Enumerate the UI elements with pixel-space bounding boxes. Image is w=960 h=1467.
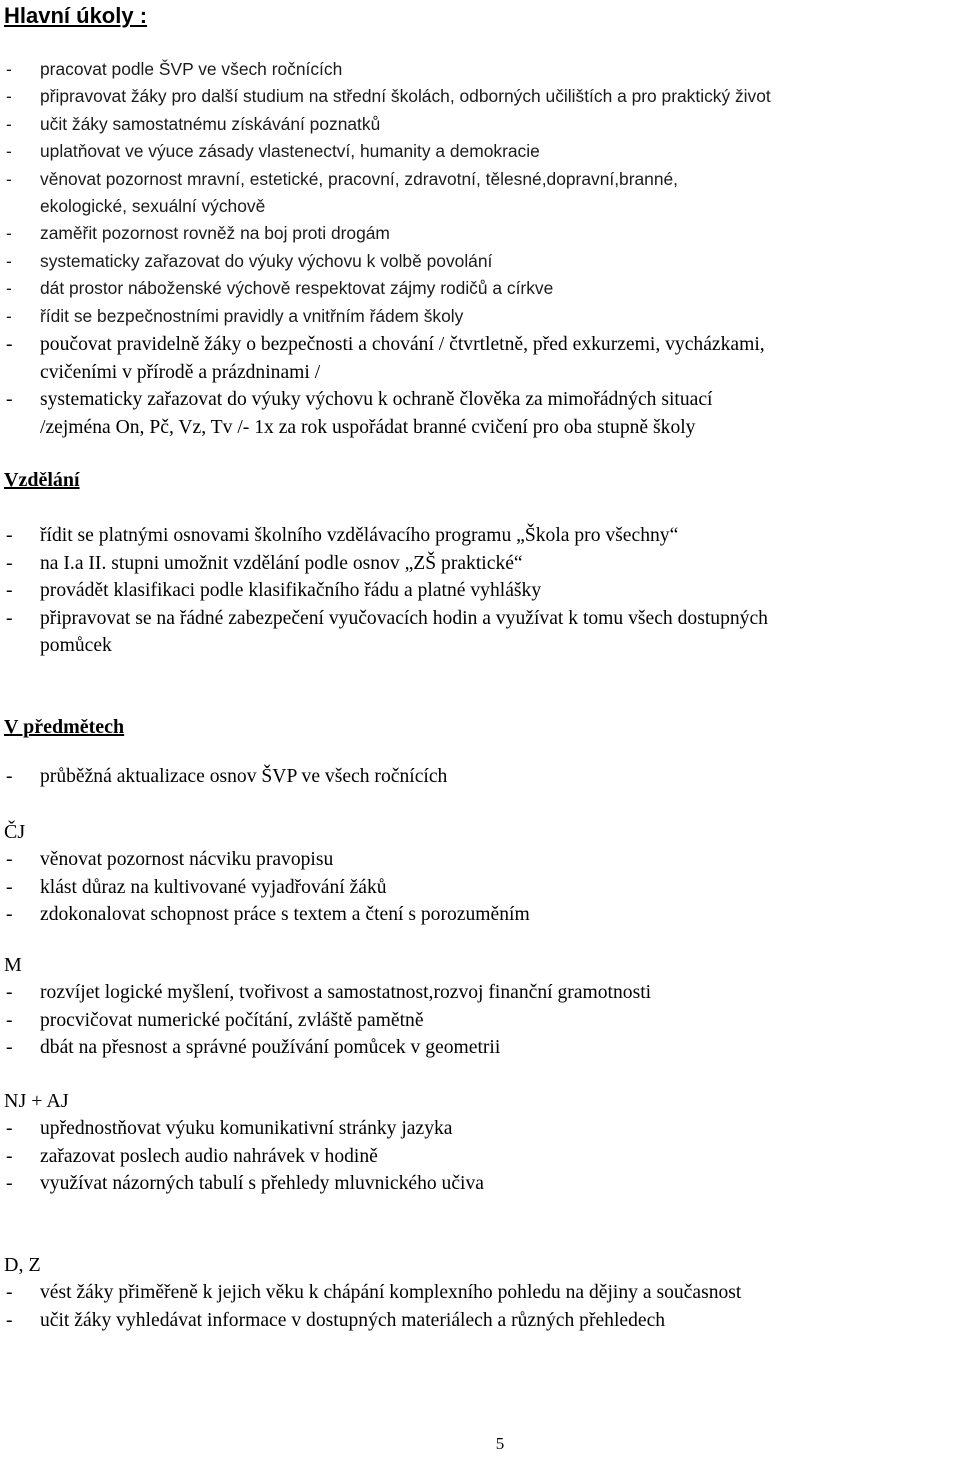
list-item-text: věnovat pozornost mravní, estetické, pracovní, zdravotní, tělesné,dopravní,branné, (40, 168, 679, 189)
list-item (0, 386, 960, 441)
list-item-text: učit žáky vyhledávat informace v dostupných materiálech a různých přehledech (40, 1309, 666, 1331)
list-item-text: zařazovat poslech audio nahrávek v hodině (40, 1145, 378, 1167)
nj-aj-list (0, 1115, 960, 1198)
list-item-text-continued: /zejména On, Pč, Vz, Tv /- 1x za rok uspořádat branné cvičení pro oba stupně školy (40, 416, 696, 438)
list-item (0, 874, 960, 902)
list-bullet-dash: - (6, 1309, 13, 1331)
list-item-text: připravovat se na řádné zabezpečení vyučovacích hodin a využívat k tomu všech dostupných (40, 607, 768, 629)
list-bullet-dash: - (6, 334, 13, 355)
list-item (0, 331, 960, 386)
list-item-text-continued: ekologické, sexuální výchově (40, 196, 266, 217)
subject-label-m: M (4, 954, 22, 976)
list-item-text: procvičovat numerické počítání, zvláště pamětně (40, 1009, 424, 1031)
cj-list (0, 846, 960, 929)
list-item (0, 166, 960, 221)
list-item-text: zdokonalovat schopnost práce s textem a čtení s porozuměním (40, 904, 530, 926)
list-bullet-dash: - (6, 223, 12, 244)
list-bullet-dash: - (6, 305, 12, 326)
list-item-text: poučovat pravidelně žáky o bezpečnosti a chování / čtvrtletně, před exkurzemi, vycházkami, (40, 334, 765, 355)
list-bullet-dash: - (6, 389, 13, 411)
list-bullet-dash: - (6, 876, 13, 898)
list-item (0, 550, 960, 578)
main-tasks-list-safety (0, 331, 960, 441)
list-bullet-dash: - (6, 552, 13, 574)
subject-label-nj-aj: NJ + AJ (4, 1090, 69, 1112)
list-bullet-dash: - (6, 1009, 13, 1031)
dz-list (0, 1279, 960, 1334)
list-item-text: dbát na přesnost a správné používání pomůcek v geometrii (40, 1037, 501, 1059)
list-item (0, 522, 960, 550)
list-item-text: připravovat žáky pro další studium na střední školách, odborných učilištích a pro praktický život (40, 86, 771, 107)
list-bullet-dash: - (6, 113, 12, 134)
list-item-text: dát prostor náboženské výchově respektovat zájmy rodičů a církve (40, 278, 554, 299)
subject-label-cj: ČJ (4, 821, 26, 843)
section-heading-predmety: V předmětech (4, 716, 125, 738)
list-bullet-dash: - (6, 1282, 13, 1303)
list-bullet-dash: - (6, 982, 13, 1003)
list-item (0, 605, 960, 660)
list-bullet-dash: - (6, 141, 12, 162)
main-tasks-list (0, 56, 960, 330)
list-item (0, 846, 960, 874)
list-bullet-dash: - (6, 766, 13, 787)
list-item (0, 763, 960, 791)
list-bullet-dash: - (6, 607, 13, 629)
list-item (0, 901, 960, 929)
list-item-text: řídit se bezpečnostními pravidly a vnitřním řádem školy (40, 305, 464, 326)
list-item (0, 1307, 960, 1335)
list-item (0, 138, 960, 165)
list-item (0, 111, 960, 138)
list-item-text: věnovat pozornost nácviku pravopisu (40, 849, 334, 870)
list-item-text: na I.a II. stupni umožnit vzdělání podle osnov „ZŠ praktické“ (40, 552, 523, 574)
list-item-text-continued: pomůcek (40, 635, 112, 657)
list-item (0, 577, 960, 605)
list-item-text: učit žáky samostatnému získávání poznatků (40, 113, 381, 134)
list-item-text: zaměřit pozornost rovněž na boj proti drogám (40, 223, 390, 244)
list-item-text: pracovat podle ŠVP ve všech ročnících (40, 59, 343, 79)
list-item-text: využívat názorných tabulí s přehledy mluvnického učiva (40, 1173, 484, 1195)
list-bullet-dash: - (6, 278, 12, 299)
list-bullet-dash: - (6, 168, 12, 189)
list-item (0, 1034, 960, 1062)
vzdelani-list (0, 522, 960, 660)
list-item (0, 1279, 960, 1307)
list-bullet-dash: - (6, 904, 13, 926)
page-number: 5 (495, 1434, 505, 1453)
list-bullet-dash: - (6, 525, 13, 546)
list-item-text: rozvíjet logické myšlení, tvořivost a samostatnost,rozvoj finanční gramotnosti (40, 982, 652, 1003)
list-item-text: uplatňovat ve výuce zásady vlastenectví, humanity a demokracie (40, 141, 540, 162)
list-item (0, 1143, 960, 1171)
list-item (0, 1115, 960, 1143)
predmety-list (0, 763, 960, 791)
list-item-text: upřednostňovat výuku komunikativní stránky jazyka (40, 1118, 453, 1139)
list-bullet-dash: - (6, 1173, 13, 1195)
list-item (0, 83, 960, 110)
list-bullet-dash: - (6, 1037, 13, 1059)
list-item-text: systematicky zařazovat do výuky výchovu k volbě povolání (40, 250, 493, 271)
list-item (0, 56, 960, 83)
subject-label-dz: D, Z (4, 1254, 41, 1276)
list-item (0, 1170, 960, 1198)
list-item (0, 248, 960, 275)
list-item-text: provádět klasifikaci podle klasifikačního řádu a platné vyhlášky (40, 580, 542, 602)
list-item-text: vést žáky přiměřeně k jejich věku k chápání komplexního pohledu na dějiny a současnost (40, 1282, 742, 1303)
list-bullet-dash: - (6, 580, 13, 602)
list-item (0, 275, 960, 302)
list-bullet-dash: - (6, 1145, 13, 1167)
list-item (0, 303, 960, 330)
list-item (0, 1007, 960, 1035)
list-item-text: průběžná aktualizace osnov ŠVP ve všech ročnících (40, 766, 448, 787)
list-bullet-dash: - (6, 59, 12, 79)
list-item-text: klást důraz na kultivované vyjadřování žáků (40, 876, 387, 898)
list-bullet-dash: - (6, 849, 13, 870)
list-item (0, 220, 960, 247)
list-bullet-dash: - (6, 86, 12, 107)
list-bullet-dash: - (6, 1118, 13, 1139)
list-item-text: řídit se platnými osnovami školního vzdělávacího programu „Škola pro všechny“ (40, 525, 679, 546)
list-item (0, 979, 960, 1007)
page-title: Hlavní úkoly : (4, 3, 148, 28)
list-bullet-dash: - (6, 250, 12, 271)
m-list (0, 979, 960, 1062)
list-item-text: systematicky zařazovat do výuky výchovu k ochraně člověka za mimořádných situací (40, 389, 713, 411)
list-item-text-continued: cvičeními v přírodě a prázdninami / (40, 361, 321, 383)
section-heading-vzdelani: Vzdělání (4, 469, 80, 491)
